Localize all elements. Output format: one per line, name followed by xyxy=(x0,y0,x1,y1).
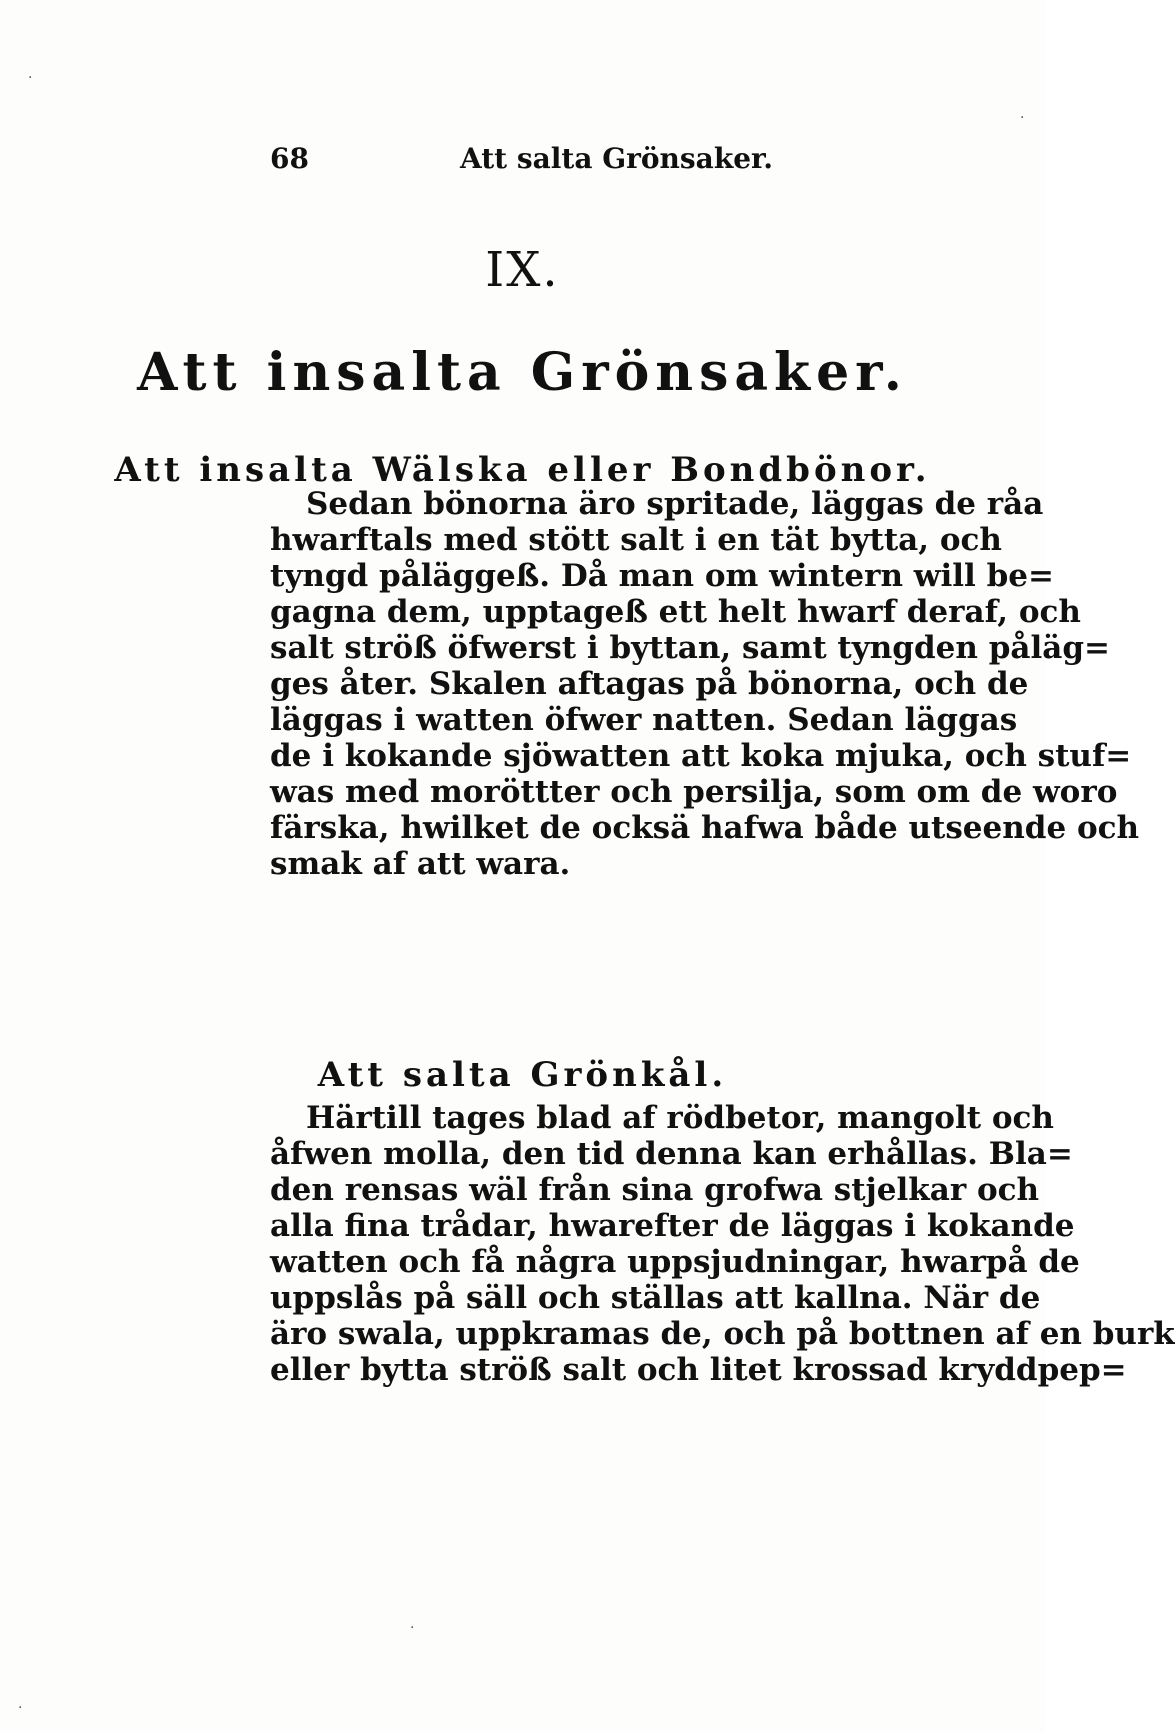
scan-speck: · xyxy=(18,1700,23,1716)
scan-speck: · xyxy=(410,1620,415,1636)
text-line: tyngd påläggeß. Då man om wintern will be= xyxy=(270,558,1054,594)
running-head xyxy=(270,142,790,182)
text-line: alla fina trådar, hwarefter de läggas i kokande xyxy=(270,1208,1075,1244)
text-line: gagna dem, upptageß ett helt hwarf deraf, och xyxy=(270,594,1081,630)
scan-speck: · xyxy=(28,70,33,86)
text-line: Sedan bönorna äro spritade, läggas de råa xyxy=(306,486,1044,522)
section-heading: Att salta Grönkål. xyxy=(317,1055,728,1095)
section-heading: Att insalta Wälska eller Bondbönor. xyxy=(114,450,931,490)
text-line: läggas i watten öfwer natten. Sedan läggas xyxy=(270,702,1018,738)
text-line: åfwen molla, den tid denna kan erhållas. Bla= xyxy=(270,1136,1073,1172)
text-line: salt ströß öfwerst i byttan, samt tyngden påläg= xyxy=(270,630,1110,666)
text-line: den rensas wäl från sina grofwa stjelkar och xyxy=(270,1172,1040,1208)
text-line: was med moröttter och persilja, som om de woro xyxy=(270,774,1118,810)
text-line: eller bytta ströß salt och litet krossad kryddpep= xyxy=(270,1352,1127,1388)
chapter-number: IX. xyxy=(485,242,560,298)
text-line: Härtill tages blad af rödbetor, mangolt och xyxy=(306,1100,1054,1136)
text-line: ges åter. Skalen aftagas på bönorna, och de xyxy=(270,666,1029,702)
text-line: uppslås på säll och ställas att kallna. När de xyxy=(270,1280,1041,1316)
text-line: äro swala, uppkramas de, och på bottnen af en burk xyxy=(270,1316,1175,1352)
page-number: 68 xyxy=(270,142,309,175)
scan-speck: · xyxy=(1020,110,1025,126)
text-line: hwarftals med stött salt i en tät bytta, och xyxy=(270,522,1002,558)
running-title: Att salta Grönsaker. xyxy=(460,142,773,175)
text-line: smak af att wara. xyxy=(270,846,571,882)
text-line: de i kokande sjöwatten att koka mjuka, och stuf= xyxy=(270,738,1132,774)
chapter-title: Att insalta Grönsaker. xyxy=(137,342,908,403)
text-line: färska, hwilket de ocksä hafwa både utseende och xyxy=(270,810,1140,846)
text-line: watten och få några uppsjudningar, hwarpå de xyxy=(270,1244,1080,1280)
